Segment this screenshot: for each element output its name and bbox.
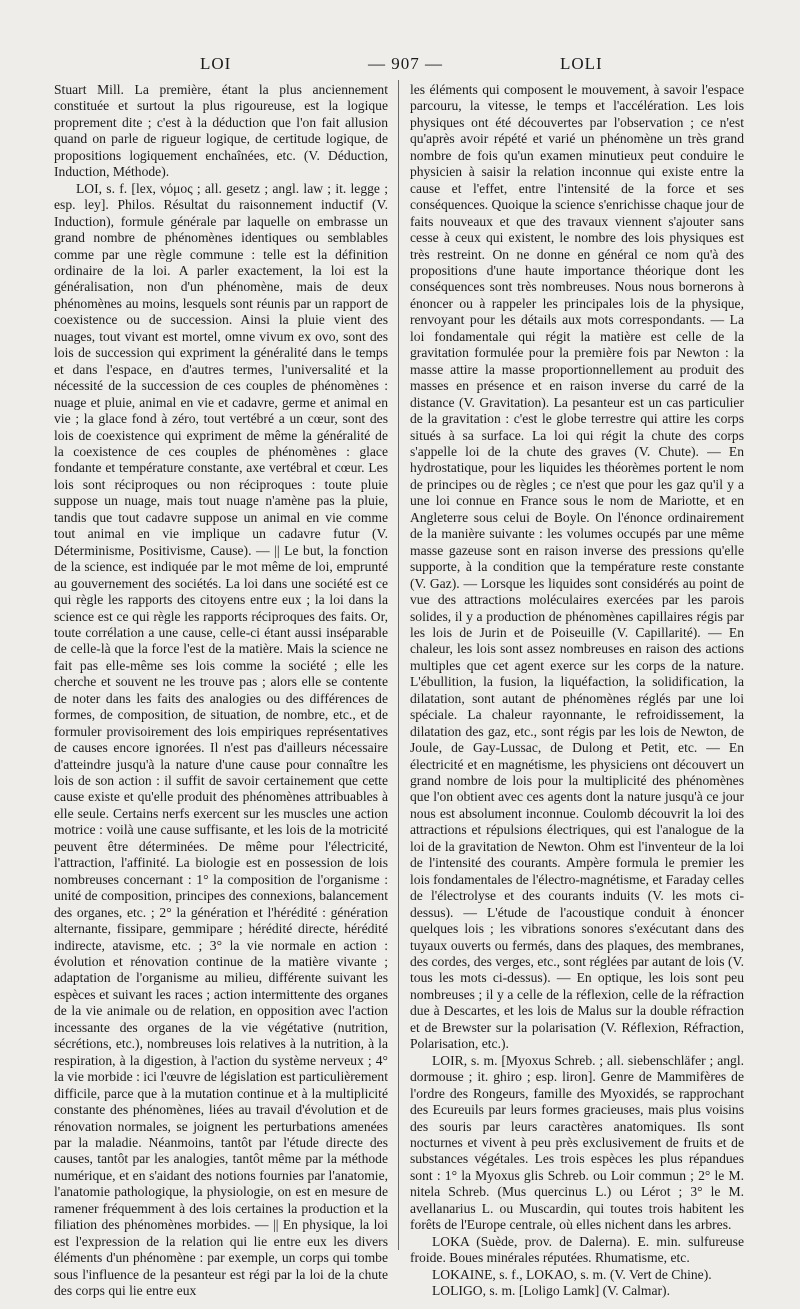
right-column [410, 82, 744, 1300]
left-column [54, 82, 388, 1300]
paragraph-stuart-mill: Stuart Mill. La première, étant la plus anciennement constituée et surtout la plus rigoureuse, est la logique proprement dite ; c'est à la déduction que l'on fait allusion quand on parle de rigueur logique, de certitude logique, de propositions logiquement enchaînées, etc. (V. Déduction, Induction, Méthode). [54, 82, 388, 180]
entry-loligo: LOLIGO, s. m. [Loligo Lamk] (V. Calmar). [432, 1283, 670, 1299]
column-divider [398, 80, 399, 1250]
entry-loir: LOIR, s. m. [Myoxus Schreb. ; all. siebenschläfer ; angl. dormouse ; it. ghiro ; esp. liron]. Genre de Mammifères de l'ordre des Rongeurs, famille des Myoxidés, se rapprochant des Ecureuils par leurs formes gracieuses, mais plus voisins des souris par leurs caractères anatomiques. Ils sont nocturnes et vivent à peu près exclusivement de fruits et de substances végétales. Les trois espèces les plus répandues sont : 1° la Myoxus glis Schreb. ou Loir commun ; 2° le M. nitela Schreb. (Mus quercinus L.) ou Lérot ; 3° le M. avellanarius L. ou Muscardin, qui toutes trois habitent les forêts de l'Europe centrale, où elles nichent dans les arbres. [410, 1052, 744, 1233]
running-header-left: LOI [200, 54, 232, 73]
entry-lokaine: LOKAINE, s. f., LOKAO, s. m. (V. Vert de Chine). [432, 1266, 712, 1282]
entry-loi: LOI, s. f. [lex, νόμος ; all. gesetz ; angl. law ; it. legge ; esp. ley]. Philos. Résultat du raisonnement inductif (V. Induction), formule générale par laquelle on embrasse un grand nombre de phénomènes identiques ou semblables comme par une règle commune : telle est la définition ordinaire de la loi. A parler exactement, la loi est la généralisation, non d'un phénomène, mais de deux phénomènes au moins, lesquels sont réunis par un rapport de coexistence ou de succession. Ainsi la pluie vient des nuages, tout vivant est mortel, omne vivum ex ovo, sont des lois de succession qui expriment la généralité dans le temps et dans l'espace, en d'autres termes, l'universalité et la nécessité de la succession de ces couples de phénomènes : nuage et pluie, animal en vie et cadavre, germe et animal en vie ; la glace fond à zéro, tout vertébré a un cœur, sont des lois de coexistence qui expriment de même la généralité de la coexistence de ces couples de phénomènes : glace fondante et température constante, axe vertébral et cœur. Les lois sont réciproques ou non réciproques : toute pluie suppose un nuage, mais tout nuage n'amène pas la pluie, tandis que tout cadavre suppose un animal en vie comme tout animal en vie implique un cadavre futur (V. Déterminisme, Positivisme, Cause). — || Le but, la fonction de la science, est indiquée par le mot même de loi, emprunté au gouvernement des sociétés. La loi dans une société est ce qui règle les rapports des citoyens entre eux ; la loi dans la science est ce qui règle les rapports réciproques des faits. Or, toute corrélation a une cause, celle-ci étant aussi inséparable de celle-là que la force l'est de la matière. Mais la science ne fait pas elle-même ses lois comme la société ; elle les cherche et souvent ne les trouve pas ; alors elle se contente de noter dans les faits des analogies ou des différences de formes, de composition, de situation, de nombre, etc., et de formuler provisoirement des lois empiriques représentatives de causes encore ignorées. Il n'est pas d'ailleurs nécessaire d'atteindre jusqu'à la nature d'une cause pour connaître les lois de son action : il suffit de savoir certainement que cette cause existe et qu'elle produit des phénomènes attribuables à elle seule. Certains nerfs exercent sur les muscles une action motrice : voilà une cause suffisante, et les lois de la motricité peuvent être déterminées. De même pour l'électricité, l'attraction, l'affinité. La biologie est en possession de lois nombreuses concernant : 1° la composition de l'organisme : unité de composition, principes des connexions, balancement des organes, etc. ; 2° la génération et l'hérédité : génération alternante, fissipare, gemmipare ; hérédité directe, hérédité indirecte, atavisme, etc. ; 3° la vie normale en action : évolution et rénovation continue de la matière vivante ; adaptation de l'organisme au milieu, différente suivant les espèces et suivant les races ; action intermittente des organes de la vie animale ou de relation, en opposition avec l'action incessante des organes de la vie végétative (nutrition, sécrétions, etc.), nombreuses lois relatives à la nutrition, à la respiration, à la digestion, à l'action du système nerveux ; 4° la vie morbide : ici l'œuvre de législation est particulièrement difficile, parce que à la mutation continue et à la multiplicité constante des phénomènes, liées au travail d'évolution et de rénovation normales, se joignent les perturbations amenées par la maladie. Néanmoins, tantôt par l'étude directe des causes, tantôt par les analogies, tantôt même par la méthode numérique, et en s'aidant des notions fournies par l'anatomie, l'anatomie pathologique, la physiologie, on est en mesure de ramener fréquemment à des lois certaines la production et la filiation des phénomènes morbides. — || En physique, la loi est l'expression de la relation qui lie entre eux les divers éléments d'un phénomène : par exemple, un corps qui tombe sous l'influence de la pesanteur est régi par la loi de la chute des corps qui lie entre eux [54, 180, 388, 1299]
page-number: — 907 — [368, 54, 443, 73]
running-header-right: LOLI [560, 54, 603, 73]
entry-loka: LOKA (Suède, prov. de Dalerna). E. min. sulfureuse froide. Boues minérales réputées. Rhumatisme, etc. [410, 1233, 744, 1266]
paragraph-loi-physique: les éléments qui composent le mouvement, à savoir l'espace parcouru, la vitesse, le temps et l'accélération. Les lois physiques ont été découvertes par l'observation ; ce n'est qu'après avoir répété et varié un phénomène un très grand nombre de fois qu'un examen minutieux peut conduire le physicien à saisir la relation inconnue qui existe entre la cause et l'effet, entre l'intensité de la force et ses conséquences. Quoique la science s'enrichisse chaque jour de faits nouveaux et que des travaux viennent s'ajouter sans cesse à ceux qui existent, le nombre des lois physiques est très restreint. On ne donne en général ce nom qu'à des propositions d'une haute importance théorique dont les conséquences sont très nombreuses. Nous nous bornerons à énoncer ou à rappeler les principales lois de la physique, renvoyant pour les détails aux mots correspondants. — La loi fondamentale qui régit la matière est celle de la gravitation formulée pour la première fois par Newton : la masse attire la masse proportionnellement au produit des masses en présence et en raison inverse du carré de la distance (V. Gravitation). La pesanteur est un cas particulier de la gravitation : c'est le globe terrestre qui attire les corps situés à sa surface. La loi qui régit la chute des corps s'appelle loi de la chute des graves (V. Chute). — En hydrostatique, pour les liquides les théorèmes portent le nom de principes ou de règles ; ce n'est que pour les gaz qu'il y a une loi connue en France sous le nom de Mariotte, et en Angleterre sous celui de Boyle. On l'énonce ordinairement de la manière suivante : les volumes occupés par une même masse gazeuse sont en raison inverse des pressions qu'elle supporte, à la condition que la température reste constante (V. Gaz). — Lorsque les liquides sont considérés au point de vue des attractions moléculaires exercées par les parois solides, il y a production de phénomènes capillaires régis par les lois de Jurin et de Poiseuille (V. Capillarité). — En chaleur, les lois sont assez nombreuses en raison des actions multiples que cet agent exerce sur les corps de la nature. L'ébullition, la fusion, la liquéfaction, la solidification, la dilatation, sont autant de phénomènes réglés par une loi spéciale. La chaleur rayonnante, le refroidissement, la dilatation des gaz, etc., sont régis par les lois de Newton, de Joule, de Gay-Lussac, de Dulong et Petit, etc. — En électricité et en magnétisme, les physiciens ont découvert un grand nombre de lois pour la multiplicité des phénomènes que l'on obtient avec ces agents dont la nature jusqu'à ce jour nous est absolument inconnue. Coulomb découvrit la loi des attractions et répulsions électriques, qui est l'analogue de la loi de la gravitation de Newton. Ohm est l'inventeur de la loi de l'intensité des courants. Ampère formula le premier les lois fondamentales de l'électro-magnétisme, et Faraday celles de l'électrolyse et des courants induits (V. les mots ci-dessus). — L'étude de l'acoustique conduit à énoncer quelques lois ; les vibrations sonores s'exécutant dans des tuyaux ouverts ou fermés, dans des plaques, des membranes, des cordes, des verges, etc., sont réglées par autant de lois (V. tous les mots ci-dessus). — En optique, les lois sont peu nombreuses ; il y a celle de la réflexion, celle de la réfraction due à Descartes, et les lois de Malus sur la double réfraction et de Brewster sur la polarisation (V. Réflexion, Réfraction, Polarisation, etc.). [410, 82, 744, 1052]
